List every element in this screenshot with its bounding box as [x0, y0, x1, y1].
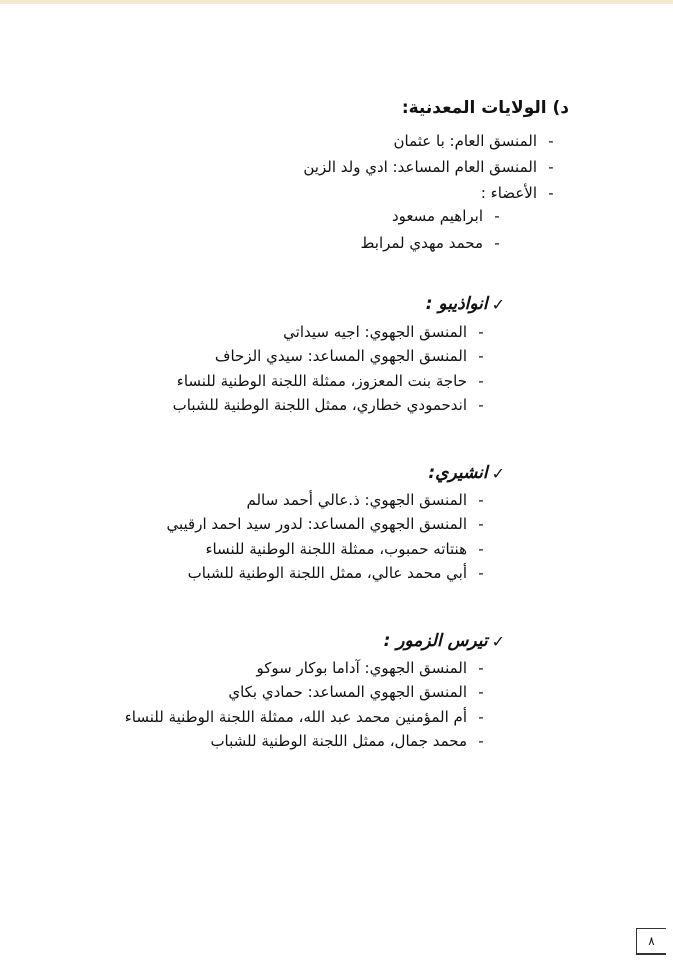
list-item-text: أم المؤمنين محمد عبد الله، ممثلة اللجنة الوطنية للنساء — [124, 707, 467, 726]
bullet-dash: - — [478, 396, 484, 415]
list-item — [125, 681, 495, 706]
bullet-dash: - — [478, 515, 484, 534]
checkmark-icon: ✓ — [491, 463, 505, 483]
region-title-inchiri — [428, 463, 505, 483]
bullet-dash: - — [478, 564, 484, 583]
list-item — [166, 488, 495, 513]
bullet-dash: - — [494, 207, 500, 225]
list-item — [361, 203, 511, 230]
bullet-dash: - — [478, 371, 484, 390]
region-list-inchiri — [166, 488, 495, 586]
region-list-nouadhibou — [173, 320, 495, 418]
bullet-dash: - — [478, 322, 484, 341]
list-item — [166, 513, 495, 538]
bullet-dash: - — [478, 658, 484, 677]
member-name: ابراهيم مسعود — [391, 207, 483, 225]
list-item-text: المنسق الجهوي: اجيه سيداتي — [283, 322, 467, 341]
list-item — [125, 730, 495, 755]
bullet-dash: - — [548, 131, 554, 150]
list-item-text: هنتاته حمبوب، ممثلة اللجنة الوطنية للنساء — [205, 539, 467, 558]
list-item — [125, 705, 495, 730]
region-title-text: انواذيبو : — [425, 294, 488, 314]
bullet-dash: - — [478, 347, 484, 366]
list-item — [173, 369, 495, 394]
list-item-text: المنسق الجهوي المساعد: لدور سيد احمد ارقيبي — [166, 515, 467, 534]
bullet-dash: - — [548, 157, 554, 176]
checkmark-icon: ✓ — [491, 631, 505, 651]
page-number-text: ٨ — [648, 934, 655, 948]
list-item-text: الأعضاء : — [480, 183, 537, 202]
page-number — [636, 928, 666, 955]
list-item-text: المنسق الجهوي: آداما بوكار سوكو — [256, 658, 467, 677]
list-item — [166, 562, 495, 587]
list-item-text: المنسق الجهوي المساعد: سيدي الزحاف — [214, 347, 467, 366]
section-d-heading: د) الولايات المعدنية: — [401, 98, 569, 118]
list-item-text: محمد جمال، ممثل اللجنة الوطنية للشباب — [210, 732, 467, 751]
list-item — [173, 394, 495, 419]
region-title-text: تيرس الزمور : — [383, 631, 488, 651]
bullet-dash: - — [478, 683, 484, 702]
list-item-text: اندحمودي خطاري، ممثل اللجنة الوطنية للشباب — [172, 396, 467, 415]
region-title-text: انشيري: — [428, 463, 488, 483]
bullet-dash: - — [494, 234, 500, 252]
bullet-dash: - — [548, 183, 554, 202]
list-item — [125, 656, 495, 681]
members-list — [361, 203, 511, 257]
list-item — [303, 154, 565, 180]
bullet-dash: - — [478, 732, 484, 751]
list-item — [166, 537, 495, 562]
list-item — [361, 230, 511, 257]
list-item-text: المنسق الجهوي: ذ.عالي أحمد سالم — [246, 490, 467, 509]
region-list-tiris-zemmour — [125, 656, 495, 754]
list-item-text: المنسق العام المساعد: ادي ولد الزين — [303, 157, 537, 176]
list-item — [173, 320, 495, 345]
list-item-text: المنسق العام: با عثمان — [393, 131, 537, 150]
list-item — [173, 345, 495, 370]
region-title-tiris-zemmour — [384, 631, 505, 651]
section-d-list — [303, 128, 565, 206]
page-top-edge — [0, 0, 673, 4]
list-item-text: المنسق الجهوي المساعد: حمادي بكاي — [228, 683, 467, 702]
region-title-nouadhibou — [426, 294, 505, 314]
member-name: محمد مهدي لمرابط — [360, 234, 483, 252]
list-item-text: أبي محمد عالي، ممثل اللجنة الوطنية للشباب — [187, 564, 467, 583]
list-item — [303, 128, 565, 154]
bullet-dash: - — [478, 539, 484, 558]
list-item-text: حاجة بنت المعزوز، ممثلة اللجنة الوطنية للنساء — [176, 371, 467, 390]
bullet-dash: - — [478, 707, 484, 726]
checkmark-icon: ✓ — [491, 294, 505, 314]
bullet-dash: - — [478, 490, 484, 509]
